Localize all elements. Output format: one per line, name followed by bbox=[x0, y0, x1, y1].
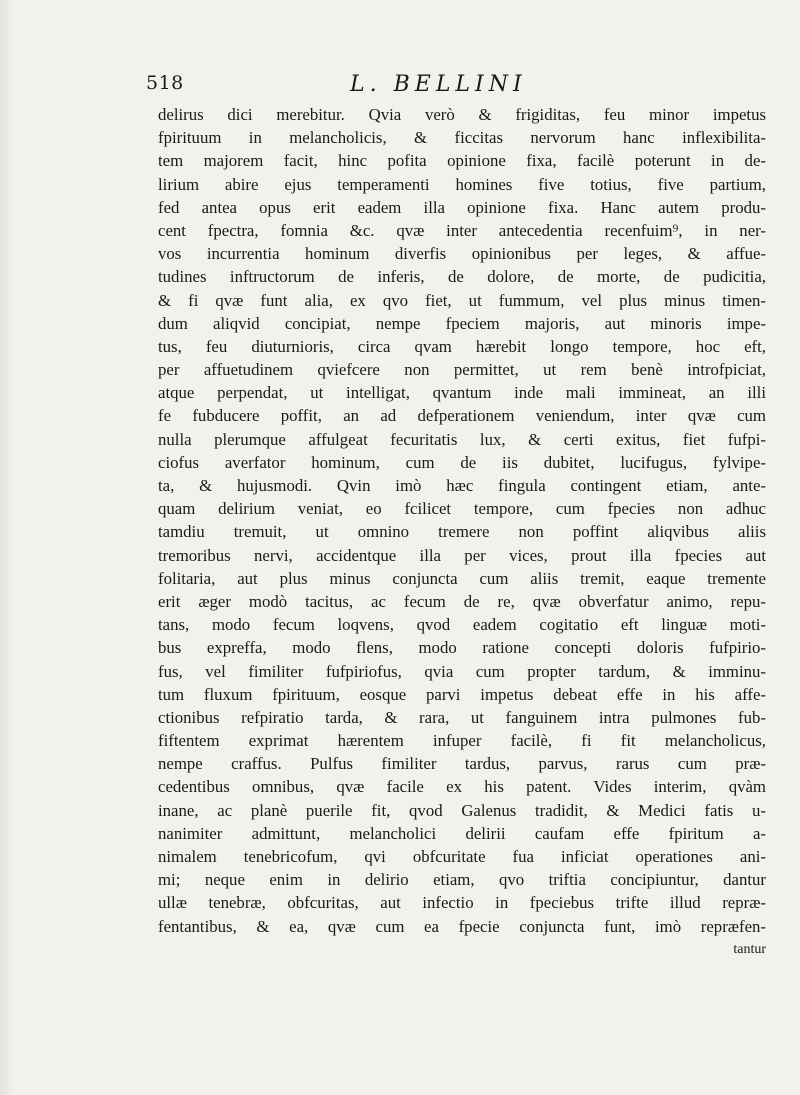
text-line: tremoribus nervi, accidentque illa per vices, prout illa fpecies aut bbox=[158, 545, 766, 565]
text-line: per affuetudinem qviefcere non permittet, ut rem benè introfpiciat, bbox=[158, 360, 766, 380]
running-head: L. BELLINI bbox=[350, 72, 527, 97]
text-line: nempe craffus. Pulfus fimiliter tardus, parvus, rarus cum præ- bbox=[158, 754, 766, 774]
text-line: dum aliqvid concipiat, nempe fpeciem majoris, aut minoris impe- bbox=[158, 313, 766, 333]
text-line: tans, modo fecum loqvens, qvod eadem cogitatio eft linguæ moti- bbox=[158, 615, 766, 635]
text-line: quam delirium veniat, eo fcilicet tempore, cum fpecies non adhuc bbox=[158, 499, 766, 519]
text-line: cent fpectra, fomnia &c. qvæ inter antecedentia recenfuim⁹, in ner- bbox=[158, 220, 766, 240]
text-line: inane, ac planè puerile fit, qvod Galenus tradidit, & Medici fatis u- bbox=[158, 800, 766, 820]
text-line: bus expreffa, modo flens, modo ratione concepti doloris fufpirio- bbox=[158, 638, 766, 658]
text-line: nanimiter admittunt, melancholici delirii caufam effe fpiritum a- bbox=[158, 823, 766, 843]
text-line: fpirituum in melancholicis, & ficcitas nervorum hanc inflexibilita- bbox=[158, 128, 766, 148]
text-line: mi; neque enim in delirio etiam, qvo triftia concipiuntur, dantur bbox=[158, 870, 766, 890]
text-line: fed antea opus erit eadem illa opinione fixa. Hanc autem produ- bbox=[158, 197, 766, 217]
text-line: tus, feu diuturnioris, circa qvam hærebit longo tempore, hoc eft, bbox=[158, 336, 766, 356]
text-line: tudines inftructorum de inferis, de dolore, de morte, de pudicitia, bbox=[158, 267, 766, 287]
text-line: atque perpendat, ut intelligat, qvantum inde mali immineat, an illi bbox=[158, 383, 766, 403]
body-text bbox=[158, 103, 766, 1063]
text-line: tamdiu tremuit, ut omnino tremere non poffint aliqvibus aliis bbox=[158, 522, 766, 542]
text-line: nimalem tenebricofum, qvi obfcuritate fua inficiat operationes ani- bbox=[158, 847, 766, 866]
text-line: fe fubducere poffit, an ad defperationem veniendum, inter qvæ cum bbox=[158, 406, 766, 426]
text-line: tem majorem facit, hinc pofita opinione fixa, facilè poterunt in de- bbox=[158, 151, 766, 171]
text-line: erit æger modò tacitus, ac fecum de re, qvæ obverfatur animo, repu- bbox=[158, 591, 766, 611]
text-line: nulla plerumque affulgeat fecuritatis lux, & certi exitus, fiet fufpi- bbox=[158, 429, 766, 449]
text-line: tum fluxum fpirituum, eosque parvi impetus debeat effe in his affe- bbox=[158, 684, 766, 704]
margin-notes bbox=[0, 0, 160, 1095]
text-line: ciofus averfator hominum, cum de iis dubitet, lucifugus, fylvipe- bbox=[158, 452, 766, 472]
text-line: fiftentem exprimat hærentem infuper facilè, fi fit melancholicus, bbox=[158, 731, 766, 751]
text-line: fentantibus, & ea, qvæ cum ea fpecie conjuncta funt, imò repræfen- bbox=[158, 916, 766, 936]
text-line: delirus dici merebitur. Qvia verò & frigiditas, feu minor impetus bbox=[158, 105, 766, 124]
text-line: ctionibus refpiratio tarda, & rara, ut fanguinem intra pulmones fub- bbox=[158, 707, 766, 727]
text-line: ta, & hujusmodi. Qvin imò hæc fingula contingent etiam, ante- bbox=[158, 476, 766, 495]
text-line: cedentibus omnibus, qvæ facile ex his patent. Vides interim, qvàm bbox=[158, 777, 766, 797]
text-line: folitaria, aut plus minus conjuncta cum aliis tremit, eaque tremente bbox=[158, 568, 766, 588]
text-line: fus, vel fimiliter fufpiriofus, qvia cum propter tardum, & imminu- bbox=[158, 661, 766, 681]
text-line: vos incurrentia hominum diverfis opinionibus per leges, & affue- bbox=[158, 244, 766, 264]
text-line: lirium abire ejus temperamenti homines five totius, five partium, bbox=[158, 174, 766, 194]
text-line: ullæ tenebræ, obfcuritas, aut infectio in fpeciebus trifte illud repræ- bbox=[158, 893, 766, 913]
page-number: 518 bbox=[146, 72, 184, 94]
text-line: & fi qvæ funt alia, ex qvo fiet, ut fummum, vel plus minus timen- bbox=[158, 290, 766, 310]
catchword: tantur bbox=[733, 941, 766, 957]
